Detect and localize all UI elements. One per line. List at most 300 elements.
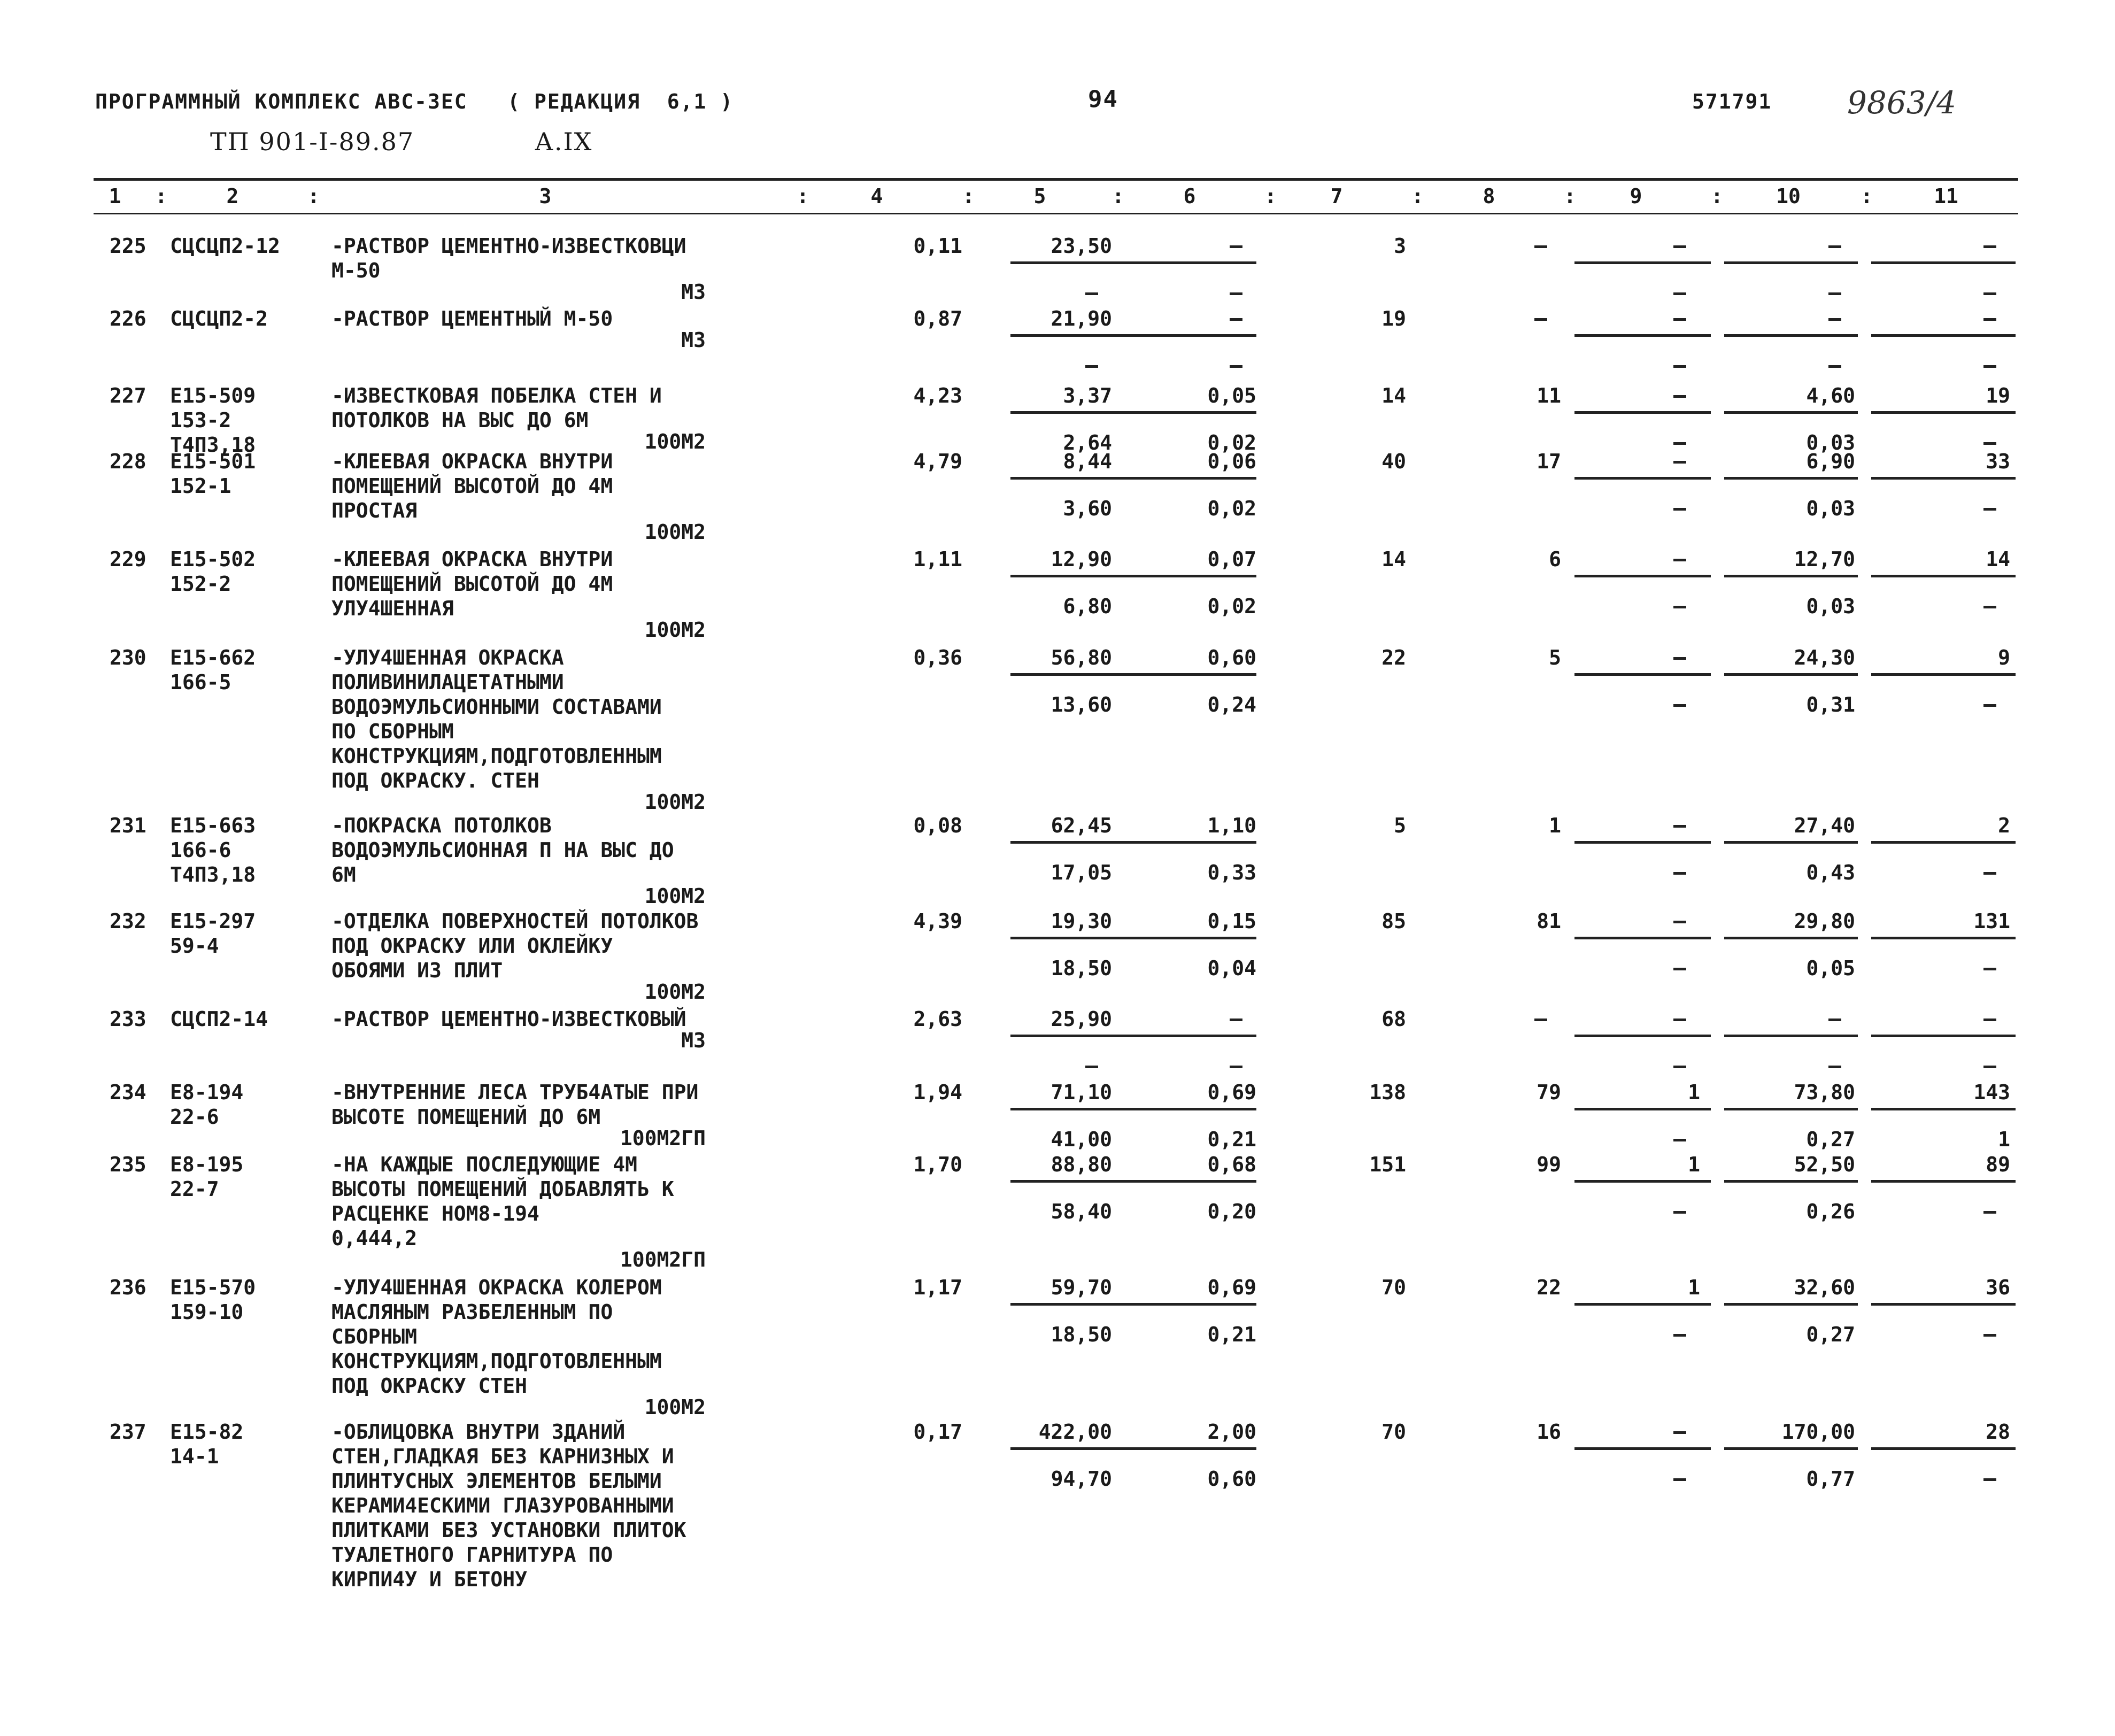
machine-cost: 0,69 xyxy=(1207,1081,1256,1104)
labor-per-unit: 29,80 xyxy=(1794,909,1855,933)
cost-wages: 18,50 xyxy=(1051,1323,1112,1346)
fraction-line xyxy=(1010,261,1139,264)
machinist-labor: 0,03 xyxy=(1806,595,1855,618)
work-description: ПЛИНТУСНЫХ ЭЛЕМЕНТОВ БЕЛЫМИ xyxy=(331,1469,662,1493)
document-code: 571791 xyxy=(1692,90,1772,113)
measure-unit: 100М2 xyxy=(644,618,706,642)
work-description: КОНСТРУКЦИЯМ,ПОДГОТОВЛЕННЫМ xyxy=(331,744,662,768)
rate-code: Т4П3,18 xyxy=(170,433,256,457)
column-separator: : xyxy=(1564,184,1576,208)
rate-code: 166-6 xyxy=(170,838,231,862)
total-cost: 22 xyxy=(1381,646,1406,669)
work-description: ВОДОЭМУЛЬСИОННЫМИ СОСТАВАМИ xyxy=(331,695,662,719)
fraction-line xyxy=(1123,1303,1256,1306)
measure-unit: 100М2 xyxy=(644,980,706,1004)
fraction-line xyxy=(1574,1447,1711,1450)
fraction-line xyxy=(1871,1303,2016,1306)
total-cost: 5 xyxy=(1394,814,1406,837)
work-description: -КЛЕЕВАЯ ОКРАСКА ВНУТРИ xyxy=(331,547,613,571)
fraction-line xyxy=(1871,1108,2016,1110)
total-cost: 68 xyxy=(1381,1007,1406,1031)
column-header-10: 10 xyxy=(1776,184,1801,208)
machine-wages: 0,24 xyxy=(1207,693,1256,716)
fraction-line xyxy=(1724,1180,1858,1183)
rate-code: 22-7 xyxy=(170,1177,219,1201)
column-separator: : xyxy=(1112,184,1124,208)
labor-total: 33 xyxy=(1986,450,2010,473)
machinist-labor: 0,77 xyxy=(1806,1467,1855,1491)
labor-per-unit: 32,60 xyxy=(1794,1276,1855,1299)
cost-total: 71,10 xyxy=(1051,1081,1112,1104)
cost-total: 12,90 xyxy=(1051,547,1112,571)
machinist-total-dash xyxy=(1983,606,1996,608)
machinist-total-dash xyxy=(1983,1334,1996,1337)
machine-total-dash xyxy=(1673,318,1686,321)
machine-cost: 0,68 xyxy=(1207,1153,1256,1176)
machine-wages-total-dash xyxy=(1673,606,1686,608)
machinist-labor: 0,03 xyxy=(1806,497,1855,520)
fraction-line xyxy=(1871,261,2016,264)
rate-code: 152-2 xyxy=(170,572,231,596)
fraction-line xyxy=(1123,1180,1256,1183)
work-description: 0,444,2 xyxy=(331,1226,418,1250)
machinist-total-dash xyxy=(1983,872,1996,875)
work-description: ПО СБОРНЫМ xyxy=(331,720,454,743)
machine-wages: 0,04 xyxy=(1207,956,1256,980)
fraction-line xyxy=(1724,334,1858,337)
rate-code: 166-5 xyxy=(170,670,231,694)
work-description: -ПОКРАСКА ПОТОЛКОВ xyxy=(331,814,552,837)
cost-wages-dash xyxy=(1085,292,1098,295)
fraction-line xyxy=(1010,1035,1139,1037)
handwritten-number: 9863/4 xyxy=(1847,84,1957,121)
total-cost: 85 xyxy=(1381,909,1406,933)
machine-wages-total-dash xyxy=(1673,1066,1686,1068)
work-description: СТЕН,ГЛАДКАЯ БЕЗ КАРНИЗНЫХ И xyxy=(331,1445,674,1468)
cost-total: 19,30 xyxy=(1051,909,1112,933)
project-code: ТП 901-I-89.87 xyxy=(210,127,415,156)
measure-unit: М3 xyxy=(681,280,706,304)
fraction-line xyxy=(1871,1035,2016,1037)
cost-wages: 6,80 xyxy=(1063,595,1112,618)
work-description: ПОТОЛКОВ НА ВЫС ДО 6М xyxy=(331,408,589,432)
labor-per-unit: 4,60 xyxy=(1806,384,1855,407)
work-description: ПОМЕЩЕНИЙ ВЫСОТОЙ ДО 4М xyxy=(331,572,613,596)
work-description: ПОД ОКРАСКУ ИЛИ ОКЛЕЙКУ xyxy=(331,934,613,958)
quantity: 1,94 xyxy=(913,1081,962,1104)
quantity: 4,79 xyxy=(913,450,962,473)
work-description: -ОБЛИЦОВКА ВНУТРИ ЗДАНИЙ xyxy=(331,1420,626,1444)
fraction-line xyxy=(1574,1108,1711,1110)
machinist-labor: 0,05 xyxy=(1806,956,1855,980)
row-number: 231 xyxy=(110,814,146,837)
machinist-labor-dash xyxy=(1828,1066,1841,1068)
table-header-rule xyxy=(94,213,2018,214)
machine-total: 1 xyxy=(1688,1153,1700,1176)
work-description: -ВНУТРЕННИЕ ЛЕСА ТРУБ4АТЫЕ ПРИ xyxy=(331,1081,699,1104)
work-description: ВЫСОТЕ ПОМЕЩЕНИЙ ДО 6М xyxy=(331,1105,601,1129)
fraction-line xyxy=(1724,575,1858,577)
total-cost: 3 xyxy=(1394,234,1406,258)
machinist-total-dash xyxy=(1983,442,1996,445)
work-description: М-50 xyxy=(331,259,381,282)
fraction-line xyxy=(1871,477,2016,480)
fraction-line xyxy=(1871,411,2016,414)
fraction-line xyxy=(1724,411,1858,414)
cost-total: 422,00 xyxy=(1038,1420,1112,1444)
wages-total: 99 xyxy=(1537,1153,1561,1176)
fraction-line xyxy=(1010,334,1139,337)
wages-total: 16 xyxy=(1537,1420,1561,1444)
machine-wages: 0,21 xyxy=(1207,1323,1256,1346)
fraction-line xyxy=(1574,334,1711,337)
fraction-line xyxy=(1123,1035,1256,1037)
machinist-labor: 0,26 xyxy=(1806,1200,1855,1223)
column-separator: : xyxy=(1264,184,1277,208)
wages-total: 11 xyxy=(1537,384,1561,407)
labor-per-unit-dash xyxy=(1828,245,1841,248)
cost-total: 59,70 xyxy=(1051,1276,1112,1299)
work-description: -РАСТВОР ЦЕМЕНТНО-ИЗВЕСТКОВЦИ xyxy=(331,234,686,258)
rate-code: Е15-662 xyxy=(170,646,256,669)
cost-total: 8,44 xyxy=(1063,450,1112,473)
total-cost: 138 xyxy=(1369,1081,1406,1104)
fraction-line xyxy=(1724,841,1858,844)
machinist-total-dash xyxy=(1983,365,1996,368)
machine-wages-total-dash xyxy=(1673,365,1686,368)
cost-wages: 13,60 xyxy=(1051,693,1112,716)
fraction-line xyxy=(1871,1180,2016,1183)
fraction-line xyxy=(1123,841,1256,844)
fraction-line xyxy=(1871,937,2016,939)
fraction-line xyxy=(1123,334,1256,337)
row-number: 234 xyxy=(110,1081,146,1104)
row-number: 226 xyxy=(110,307,146,330)
work-description: УЛУ4ШЕННАЯ xyxy=(331,597,454,620)
fraction-line xyxy=(1123,937,1256,939)
work-description: -КЛЕЕВАЯ ОКРАСКА ВНУТРИ xyxy=(331,450,613,473)
row-number: 235 xyxy=(110,1153,146,1176)
machine-cost-dash xyxy=(1230,245,1242,248)
machine-cost: 1,10 xyxy=(1207,814,1256,837)
fraction-line xyxy=(1123,477,1256,480)
rate-code: Е15-82 xyxy=(170,1420,244,1444)
machinist-total-dash xyxy=(1983,968,1996,970)
cost-wages: 18,50 xyxy=(1051,956,1112,980)
machine-wages: 0,33 xyxy=(1207,861,1256,884)
rate-code: Т4П3,18 xyxy=(170,863,256,886)
quantity: 0,36 xyxy=(913,646,962,669)
labor-per-unit-dash xyxy=(1828,318,1841,321)
program-title: ПРОГРАММНЫЙ КОМПЛЕКС АВС-3ЕС ( РЕДАКЦИЯ 6,1 ) xyxy=(95,90,734,113)
fraction-line xyxy=(1724,937,1858,939)
cost-total: 62,45 xyxy=(1051,814,1112,837)
work-description: ТУАЛЕТНОГО ГАРНИТУРА ПО xyxy=(331,1543,613,1567)
machine-wages-total-dash xyxy=(1673,1211,1686,1214)
wages-total: 17 xyxy=(1537,450,1561,473)
wages-total: 6 xyxy=(1549,547,1561,571)
labor-per-unit: 73,80 xyxy=(1794,1081,1855,1104)
row-number: 227 xyxy=(110,384,146,407)
measure-unit: 100М2ГП xyxy=(620,1248,706,1271)
fraction-line xyxy=(1123,575,1256,577)
labor-per-unit: 6,90 xyxy=(1806,450,1855,473)
column-separator: : xyxy=(797,184,809,208)
fraction-line xyxy=(1574,841,1711,844)
work-description: ПОД ОКРАСКУ. СТЕН xyxy=(331,769,539,792)
total-cost: 40 xyxy=(1381,450,1406,473)
labor-total: 14 xyxy=(1986,547,2010,571)
rate-code: Е8-194 xyxy=(170,1081,244,1104)
fraction-line xyxy=(1574,1035,1711,1037)
rate-code: Е15-502 xyxy=(170,547,256,571)
machine-cost: 0,15 xyxy=(1207,909,1256,933)
fraction-line xyxy=(1123,1108,1256,1110)
labor-total: 9 xyxy=(1998,646,2010,669)
column-separator: : xyxy=(307,184,320,208)
wages-total-dash xyxy=(1534,1019,1547,1021)
fraction-line xyxy=(1123,673,1256,676)
work-description: ПРОСТАЯ xyxy=(331,499,418,522)
column-separator: : xyxy=(1861,184,1873,208)
labor-total: 2 xyxy=(1998,814,2010,837)
quantity: 2,63 xyxy=(913,1007,962,1031)
labor-per-unit: 12,70 xyxy=(1794,547,1855,571)
fraction-line xyxy=(1010,1108,1139,1110)
machine-wages: 0,20 xyxy=(1207,1200,1256,1223)
machine-total-dash xyxy=(1673,395,1686,398)
work-description: 6М xyxy=(331,863,356,886)
machine-wages-total-dash xyxy=(1673,1478,1686,1481)
machine-cost-dash xyxy=(1230,318,1242,321)
cost-wages: 2,64 xyxy=(1063,431,1112,454)
fraction-line xyxy=(1871,841,2016,844)
fraction-line xyxy=(1574,673,1711,676)
fraction-line xyxy=(1724,1108,1858,1110)
machine-cost: 0,05 xyxy=(1207,384,1256,407)
work-description: -ОТДЕЛКА ПОВЕРХНОСТЕЙ ПОТОЛКОВ xyxy=(331,909,699,933)
measure-unit: 100М2 xyxy=(644,1395,706,1419)
fraction-line xyxy=(1010,1447,1139,1450)
album-number: А.IX xyxy=(535,127,593,156)
fraction-line xyxy=(1724,1303,1858,1306)
machine-total-dash xyxy=(1673,825,1686,828)
fraction-line xyxy=(1724,673,1858,676)
column-header-8: 8 xyxy=(1483,184,1495,208)
quantity: 4,39 xyxy=(913,909,962,933)
cost-wages: 17,05 xyxy=(1051,861,1112,884)
machinist-labor-dash xyxy=(1828,292,1841,295)
wages-total: 81 xyxy=(1537,909,1561,933)
machinist-labor-dash xyxy=(1828,365,1841,368)
rate-code: 22-6 xyxy=(170,1105,219,1129)
machine-total-dash xyxy=(1673,1019,1686,1021)
wages-total: 5 xyxy=(1549,646,1561,669)
work-description: РАСЦЕНКЕ НОМ8-194 xyxy=(331,1202,539,1225)
total-cost: 14 xyxy=(1381,384,1406,407)
fraction-line xyxy=(1574,477,1711,480)
measure-unit: 100М2 xyxy=(644,790,706,814)
row-number: 237 xyxy=(110,1420,146,1444)
labor-total: 36 xyxy=(1986,1276,2010,1299)
fraction-line xyxy=(1724,1447,1858,1450)
work-description: -УЛУ4ШЕННАЯ ОКРАСКА xyxy=(331,646,564,669)
rate-code: 159-10 xyxy=(170,1300,244,1324)
column-header-1: 1 xyxy=(109,184,121,208)
rate-code: 152-1 xyxy=(170,474,231,498)
machinist-labor: 0,27 xyxy=(1806,1323,1855,1346)
total-cost: 151 xyxy=(1369,1153,1406,1176)
machine-total: 1 xyxy=(1688,1081,1700,1104)
machinist-labor: 0,03 xyxy=(1806,431,1855,454)
machinist-labor: 0,27 xyxy=(1806,1128,1855,1151)
machinist-total-dash xyxy=(1983,1066,1996,1068)
work-description: СБОРНЫМ xyxy=(331,1325,418,1348)
row-number: 225 xyxy=(110,234,146,258)
labor-total: 28 xyxy=(1986,1420,2010,1444)
column-header-2: 2 xyxy=(226,184,239,208)
work-description: ПОД ОКРАСКУ СТЕН xyxy=(331,1374,528,1398)
table-top-rule xyxy=(94,178,2018,181)
rate-code: СЦСП2-14 xyxy=(170,1007,268,1031)
machine-wages-total-dash xyxy=(1673,872,1686,875)
work-description: КОНСТРУКЦИЯМ,ПОДГОТОВЛЕННЫМ xyxy=(331,1349,662,1373)
fraction-line xyxy=(1123,1447,1256,1450)
column-header-11: 11 xyxy=(1934,184,1958,208)
machinist-total-dash xyxy=(1983,1211,1996,1214)
quantity: 4,23 xyxy=(913,384,962,407)
fraction-line xyxy=(1724,261,1858,264)
work-description: МАСЛЯНЫМ РАЗБЕЛЕННЫМ ПО xyxy=(331,1300,613,1324)
wages-total: 1 xyxy=(1549,814,1561,837)
total-cost: 70 xyxy=(1381,1420,1406,1444)
work-description: ВЫСОТЫ ПОМЕЩЕНИЙ ДОБАВЛЯТЬ К xyxy=(331,1177,674,1201)
cost-total: 3,37 xyxy=(1063,384,1112,407)
machine-total-dash xyxy=(1673,245,1686,248)
quantity: 0,17 xyxy=(913,1420,962,1444)
fraction-line xyxy=(1010,841,1139,844)
column-separator: : xyxy=(1411,184,1424,208)
row-number: 229 xyxy=(110,547,146,571)
machine-total: 1 xyxy=(1688,1276,1700,1299)
column-separator: : xyxy=(1711,184,1723,208)
column-header-5: 5 xyxy=(1033,184,1046,208)
rate-code: 153-2 xyxy=(170,408,231,432)
wages-total-dash xyxy=(1534,318,1547,321)
machine-wages-total-dash xyxy=(1673,968,1686,970)
work-description: -УЛУ4ШЕННАЯ ОКРАСКА КОЛЕРОМ xyxy=(331,1276,662,1299)
labor-total-dash xyxy=(1983,318,1996,321)
quantity: 0,11 xyxy=(913,234,962,258)
measure-unit: М3 xyxy=(681,1029,706,1052)
machine-wages-dash xyxy=(1230,365,1242,368)
machine-wages-dash xyxy=(1230,292,1242,295)
cost-total: 21,90 xyxy=(1051,307,1112,330)
machine-wages-total-dash xyxy=(1673,442,1686,445)
labor-per-unit: 52,50 xyxy=(1794,1153,1855,1176)
wages-total: 22 xyxy=(1537,1276,1561,1299)
fraction-line xyxy=(1010,673,1139,676)
fraction-line xyxy=(1574,1303,1711,1306)
rate-code: Е8-195 xyxy=(170,1153,244,1176)
fraction-line xyxy=(1010,1180,1139,1183)
fraction-line xyxy=(1123,411,1256,414)
fraction-line xyxy=(1724,1035,1858,1037)
machinist-total-dash xyxy=(1983,508,1996,511)
machine-cost-dash xyxy=(1230,1019,1242,1021)
cost-wages-dash xyxy=(1085,365,1098,368)
machine-wages: 0,02 xyxy=(1207,595,1256,618)
column-header-9: 9 xyxy=(1630,184,1642,208)
quantity: 1,17 xyxy=(913,1276,962,1299)
fraction-line xyxy=(1574,411,1711,414)
fraction-line xyxy=(1574,1180,1711,1183)
rate-code: СЦСЦП2-2 xyxy=(170,307,268,330)
cost-total: 25,90 xyxy=(1051,1007,1112,1031)
column-separator: : xyxy=(962,184,975,208)
rate-code: Е15-570 xyxy=(170,1276,256,1299)
labor-total: 19 xyxy=(1986,384,2010,407)
quantity: 1,11 xyxy=(913,547,962,571)
fraction-line xyxy=(1574,261,1711,264)
total-cost: 70 xyxy=(1381,1276,1406,1299)
wages-total-dash xyxy=(1534,245,1547,248)
cost-total: 23,50 xyxy=(1051,234,1112,258)
fraction-line xyxy=(1871,575,2016,577)
rate-code: Е15-297 xyxy=(170,909,256,933)
machine-wages: 0,02 xyxy=(1207,497,1256,520)
work-description: КИРПИ4У И БЕТОНУ xyxy=(331,1568,528,1591)
machine-wages-total-dash xyxy=(1673,1334,1686,1337)
work-description: ПЛИТКАМИ БЕЗ УСТАНОВКИ ПЛИТОК xyxy=(331,1518,686,1542)
cost-wages: 94,70 xyxy=(1051,1467,1112,1491)
fraction-line xyxy=(1871,334,2016,337)
machine-wages-total-dash xyxy=(1673,292,1686,295)
machinist-total-dash xyxy=(1983,1478,1996,1481)
machinist-labor: 0,43 xyxy=(1806,861,1855,884)
rate-code: Е15-509 xyxy=(170,384,256,407)
machine-total-dash xyxy=(1673,1431,1686,1434)
cost-total: 56,80 xyxy=(1051,646,1112,669)
work-description: -ИЗВЕСТКОВАЯ ПОБЕЛКА СТЕН И xyxy=(331,384,662,407)
work-description: ПОЛИВИНИЛАЦЕТАТНЫМИ xyxy=(331,670,564,694)
work-description: -НА КАЖДЫЕ ПОСЛЕДУЮЩИЕ 4М xyxy=(331,1153,637,1176)
machinist-total: 1 xyxy=(1998,1128,2010,1151)
column-separator: : xyxy=(155,184,167,208)
measure-unit: 100М2ГП xyxy=(620,1127,706,1150)
total-cost: 14 xyxy=(1381,547,1406,571)
machine-wages-total-dash xyxy=(1673,508,1686,511)
cost-total: 88,80 xyxy=(1051,1153,1112,1176)
fraction-line xyxy=(1574,937,1711,939)
measure-unit: М3 xyxy=(681,328,706,352)
machine-total-dash xyxy=(1673,921,1686,923)
cost-wages: 58,40 xyxy=(1051,1200,1112,1223)
column-header-3: 3 xyxy=(539,184,552,208)
measure-unit: 100М2 xyxy=(644,520,706,544)
labor-per-unit: 27,40 xyxy=(1794,814,1855,837)
machine-cost: 0,07 xyxy=(1207,547,1256,571)
row-number: 230 xyxy=(110,646,146,669)
rate-code: СЦСЦП2-12 xyxy=(170,234,280,258)
labor-total: 131 xyxy=(1973,909,2010,933)
work-description: ПОМЕЩЕНИЙ ВЫСОТОЙ ДО 4М xyxy=(331,474,613,498)
labor-per-unit-dash xyxy=(1828,1019,1841,1021)
row-number: 233 xyxy=(110,1007,146,1031)
machine-cost: 2,00 xyxy=(1207,1420,1256,1444)
work-description: -РАСТВОР ЦЕМЕНТНЫЙ М-50 xyxy=(331,307,613,330)
labor-total: 143 xyxy=(1973,1081,2010,1104)
